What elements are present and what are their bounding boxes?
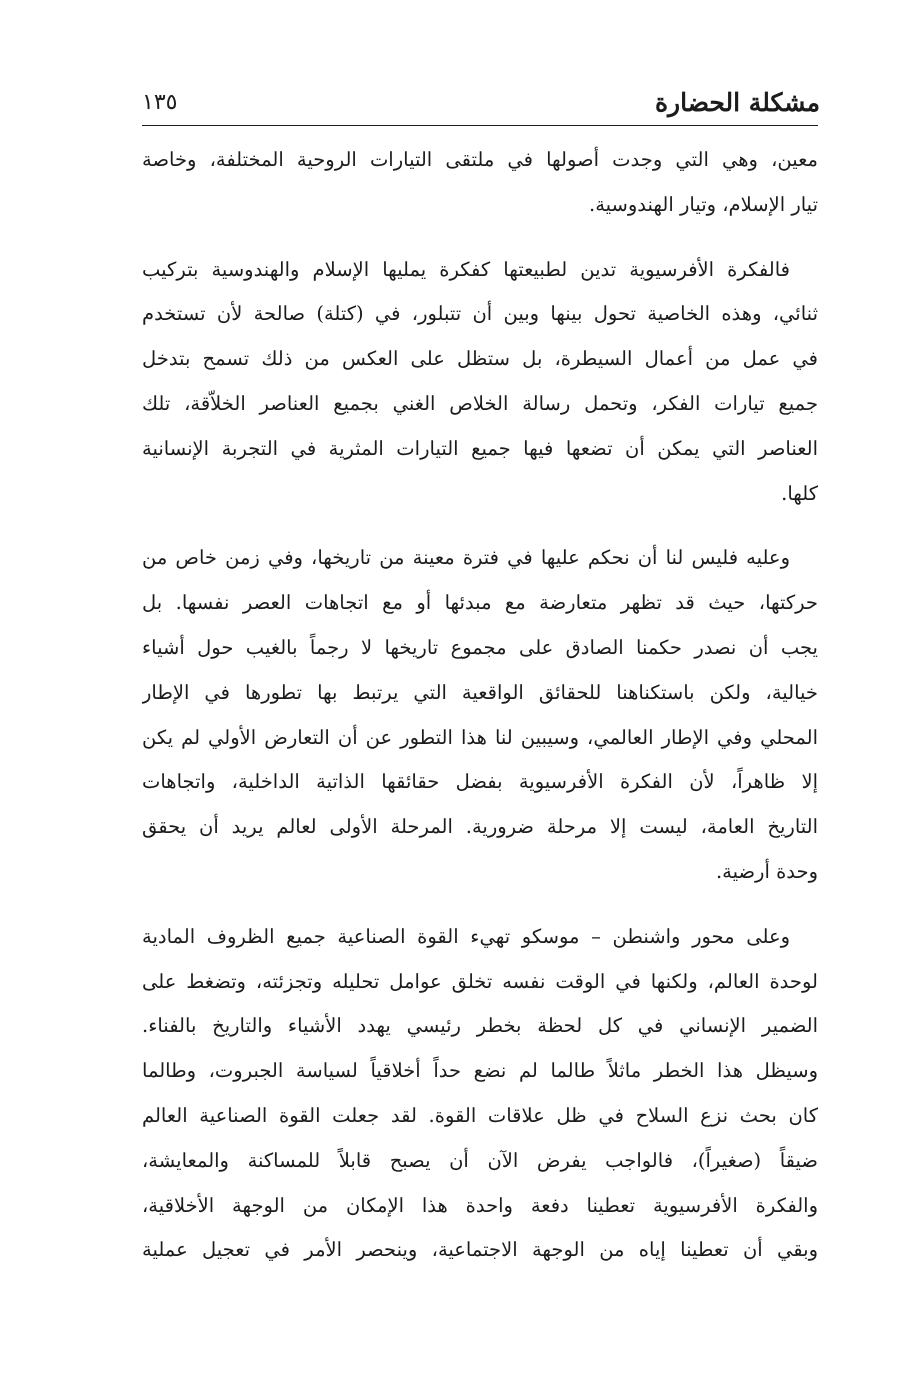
paragraph [142,536,818,894]
text-line: كان بحث نزع السلاح في ظل علاقات القوة. لقد جعلت القوة الصناعية العالم [142,1103,818,1127]
header-rule [142,125,818,126]
paragraph [142,138,818,228]
text-line: معين، وهي التي وجدت أصولها في ملتقى التيارات الروحية المختلفة، وخاصة [142,148,818,171]
text-line: تيار الإسلام، وتيار الهندوسية. [589,192,818,216]
text-line: كلها. [781,481,818,505]
text-line: لوحدة العالم، ولكنها في الوقت نفسه تخلق عوامل تحليله وتجزئته، وتضغط على [142,969,818,993]
text-line: في عمل من أعمال السيطرة، بل ستظل على العكس من ذلك تسمح بتدخل [142,347,818,371]
text-line: وسيظل هذا الخطر ماثلاً طالما لم نضع حداً أخلاقياً لسياسة الجبروت، وطالما [142,1059,818,1083]
text-line: وعليه فليس لنا أن نحكم عليها في فترة معينة من تاريخها، وفي زمن خاص من [142,546,790,570]
text-line: وعلى محور واشنطن – موسكو تهيء القوة الصناعية جميع الظروف المادية [142,924,790,948]
text-line: والفكرة الأفرسيوية تعطينا دفعة واحدة هذا الإمكان من الوجهة الأخلاقية، [142,1193,818,1217]
text-line: خيالية، ولكن باستكناهنا للحقائق الواقعية التي يرتبط بها تطورها في الإطار [142,680,818,704]
text-line: إلا ظاهراً، لأن الفكرة الأفرسيوية بفضل حقائقها الذاتية الداخلية، واتجاهات [142,770,818,794]
paragraph-gap [142,516,818,536]
text-line: يجب أن نصدر حكمنا الصادق على مجموع تاريخها لا رجماً بالغيب حول أشياء [142,635,818,659]
paragraph [142,248,818,517]
paragraph [142,915,818,1273]
text-line: التاريخ العامة، ليست إلا مرحلة ضرورية. المرحلة الأولى لعالم يريد أن يحقق [142,815,818,839]
text-line: جميع تيارات الفكر، وتحمل رسالة الخلاص الغني بجميع العناصر الخلاّقة، تلك [142,391,818,415]
page-header [140,80,820,126]
running-title: مشكلة الحضارة [654,88,820,117]
page-number: ١٣٥ [142,90,178,115]
text-line: فالفكرة الأفرسيوية تدين لطبيعتها كفكرة يمليها الإسلام والهندوسية بتركيب [142,257,790,281]
paragraph-gap [142,228,818,248]
text-line: العناصر التي يمكن أن تضعها فيها جميع التيارات المثرية في التجربة الإنسانية [142,436,818,460]
text-line: وحدة أرضية. [715,859,818,883]
paragraph-gap [142,895,818,915]
body-text [142,138,818,1273]
text-line: ضيقاً (صغيراً)، فالواجب يفرض الآن أن يصبح قابلاً للمساكنة والمعايشة، [142,1148,818,1172]
text-line: ثنائي، وهذه الخاصية تحول بينها وبين أن تتبلور، في (كتلة) صالحة لأن تستخدم [142,302,818,326]
text-line: حركتها، حيث قد تظهر متعارضة مع مبدئها أو مع اتجاهات العصر نفسها. بل [142,591,818,615]
text-line: المحلي وفي الإطار العالمي، وسيبين لنا هذا التطور عن أن التعارض الأولي لم يكن [142,725,818,749]
text-line: الضمير الإنساني في كل لحظة بخطر رئيسي يهدد الأشياء والتاريخ بالفناء. [142,1014,818,1038]
text-line: وبقي أن تعطينا إياه من الوجهة الاجتماعية، وينحصر الأمر في تعجيل عملية [142,1238,818,1262]
